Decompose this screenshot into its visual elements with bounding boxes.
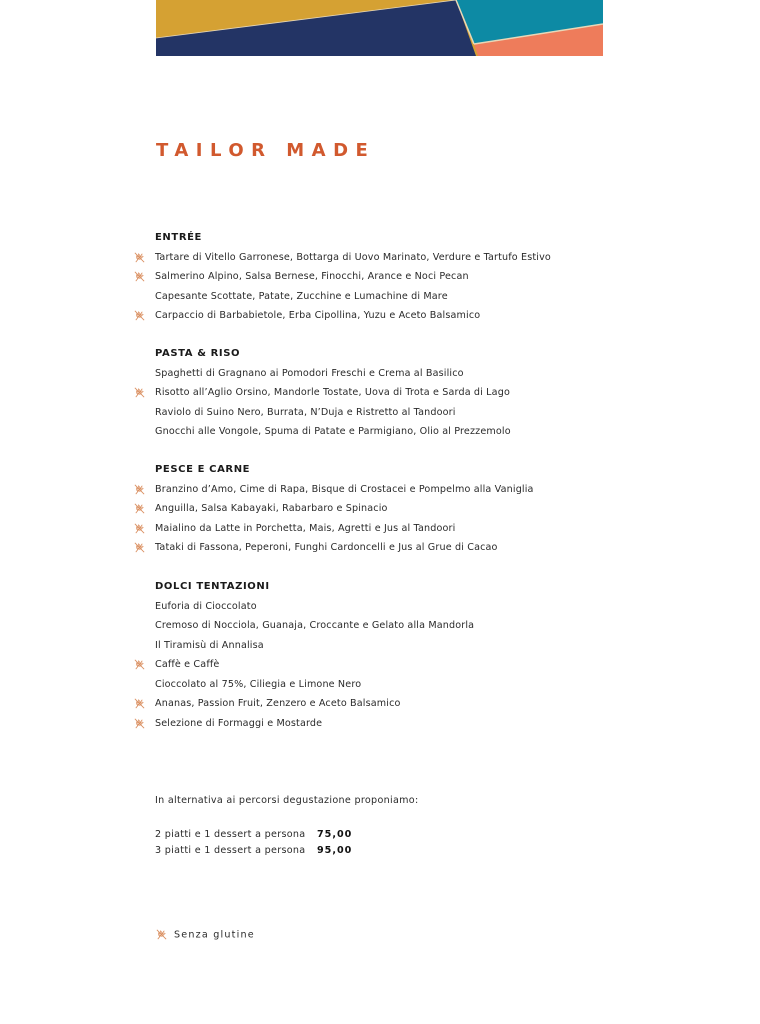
price-option-label: 3 piatti e 1 dessert a persona <box>155 845 306 856</box>
price-option-value: 75,00 <box>317 829 353 840</box>
alternative-intro: In alternativa ai percorsi degustazione proponiamo: <box>155 795 419 806</box>
gluten-free-icon <box>133 541 146 554</box>
menu-item: Carpaccio di Barbabietole, Erba Cipollina, Yuzu e Aceto Balsamico <box>155 310 481 321</box>
price-option-label: 2 piatti e 1 dessert a persona <box>155 829 306 840</box>
menu-item: Euforia di Cioccolato <box>155 600 257 612</box>
gluten-free-icon <box>155 928 168 941</box>
decorative-banner <box>156 0 603 56</box>
menu-item: Spaghetti di Gragnano ai Pomodori Freschi e Crema al Basilico <box>155 367 464 379</box>
menu-item: Salmerino Alpino, Salsa Bernese, Finocchi, Arance e Noci Pecan <box>155 271 469 282</box>
gluten-free-icon <box>133 697 146 710</box>
menu-item: Raviolo di Suino Nero, Burrata, N’Duja e Ristretto al Tandoori <box>155 406 456 418</box>
menu-item: Tartare di Vitello Garronese, Bottarga di Uovo Marinato, Verdure e Tartufo Estivo <box>155 251 551 263</box>
price-option-value: 95,00 <box>317 845 353 856</box>
menu-item: Anguilla, Salsa Kabayaki, Rabarbaro e Spinacio <box>155 503 388 514</box>
section-heading: PESCE E CARNE <box>155 464 251 475</box>
gluten-free-icon <box>133 251 146 264</box>
gluten-free-icon <box>133 270 146 283</box>
gluten-free-legend <box>155 928 255 941</box>
menu-item: Selezione di Formaggi e Mostarde <box>155 717 323 729</box>
price-option-row <box>155 829 352 840</box>
menu-item: Cremoso di Nocciola, Guanaja, Croccante e Gelato alla Mandorla <box>155 620 475 631</box>
menu-item: Cioccolato al 75%, Ciliegia e Limone Nero <box>155 678 362 690</box>
menu-item: Gnocchi alle Vongole, Spuma di Patate e Parmigiano, Olio al Prezzemolo <box>155 426 511 437</box>
menu-item: Il Tiramisù di Annalisa <box>155 639 264 651</box>
gluten-free-legend-label: Senza glutine <box>174 929 255 941</box>
gluten-free-icon <box>133 717 146 730</box>
gluten-free-icon <box>133 483 146 496</box>
menu-item: Tataki di Fassona, Peperoni, Funghi Cardoncelli e Jus al Grue di Cacao <box>155 542 498 553</box>
menu-title: TAILOR MADE <box>156 140 376 161</box>
menu-item: Maialino da Latte in Porchetta, Mais, Agretti e Jus al Tandoori <box>155 522 456 534</box>
gluten-free-icon <box>133 658 146 671</box>
price-option-row <box>155 845 352 856</box>
gluten-free-icon <box>133 386 146 399</box>
menu-item: Branzino d’Amo, Cime di Rapa, Bisque di Crostacei e Pompelmo alla Vaniglia <box>155 483 534 495</box>
section-heading: DOLCI TENTAZIONI <box>155 581 270 592</box>
section-heading: ENTRÉE <box>155 232 202 243</box>
menu-item: Ananas, Passion Fruit, Zenzero e Aceto Balsamico <box>155 698 401 709</box>
gluten-free-icon <box>133 502 146 515</box>
menu-item: Caffè e Caffè <box>155 659 220 670</box>
gluten-free-icon <box>133 309 146 322</box>
gluten-free-icon <box>133 522 146 535</box>
menu-item: Risotto all’Aglio Orsino, Mandorle Tostate, Uova di Trota e Sarda di Lago <box>155 387 510 398</box>
section-heading: PASTA & RISO <box>155 348 241 359</box>
menu-item: Capesante Scottate, Patate, Zucchine e Lumachine di Mare <box>155 290 448 302</box>
